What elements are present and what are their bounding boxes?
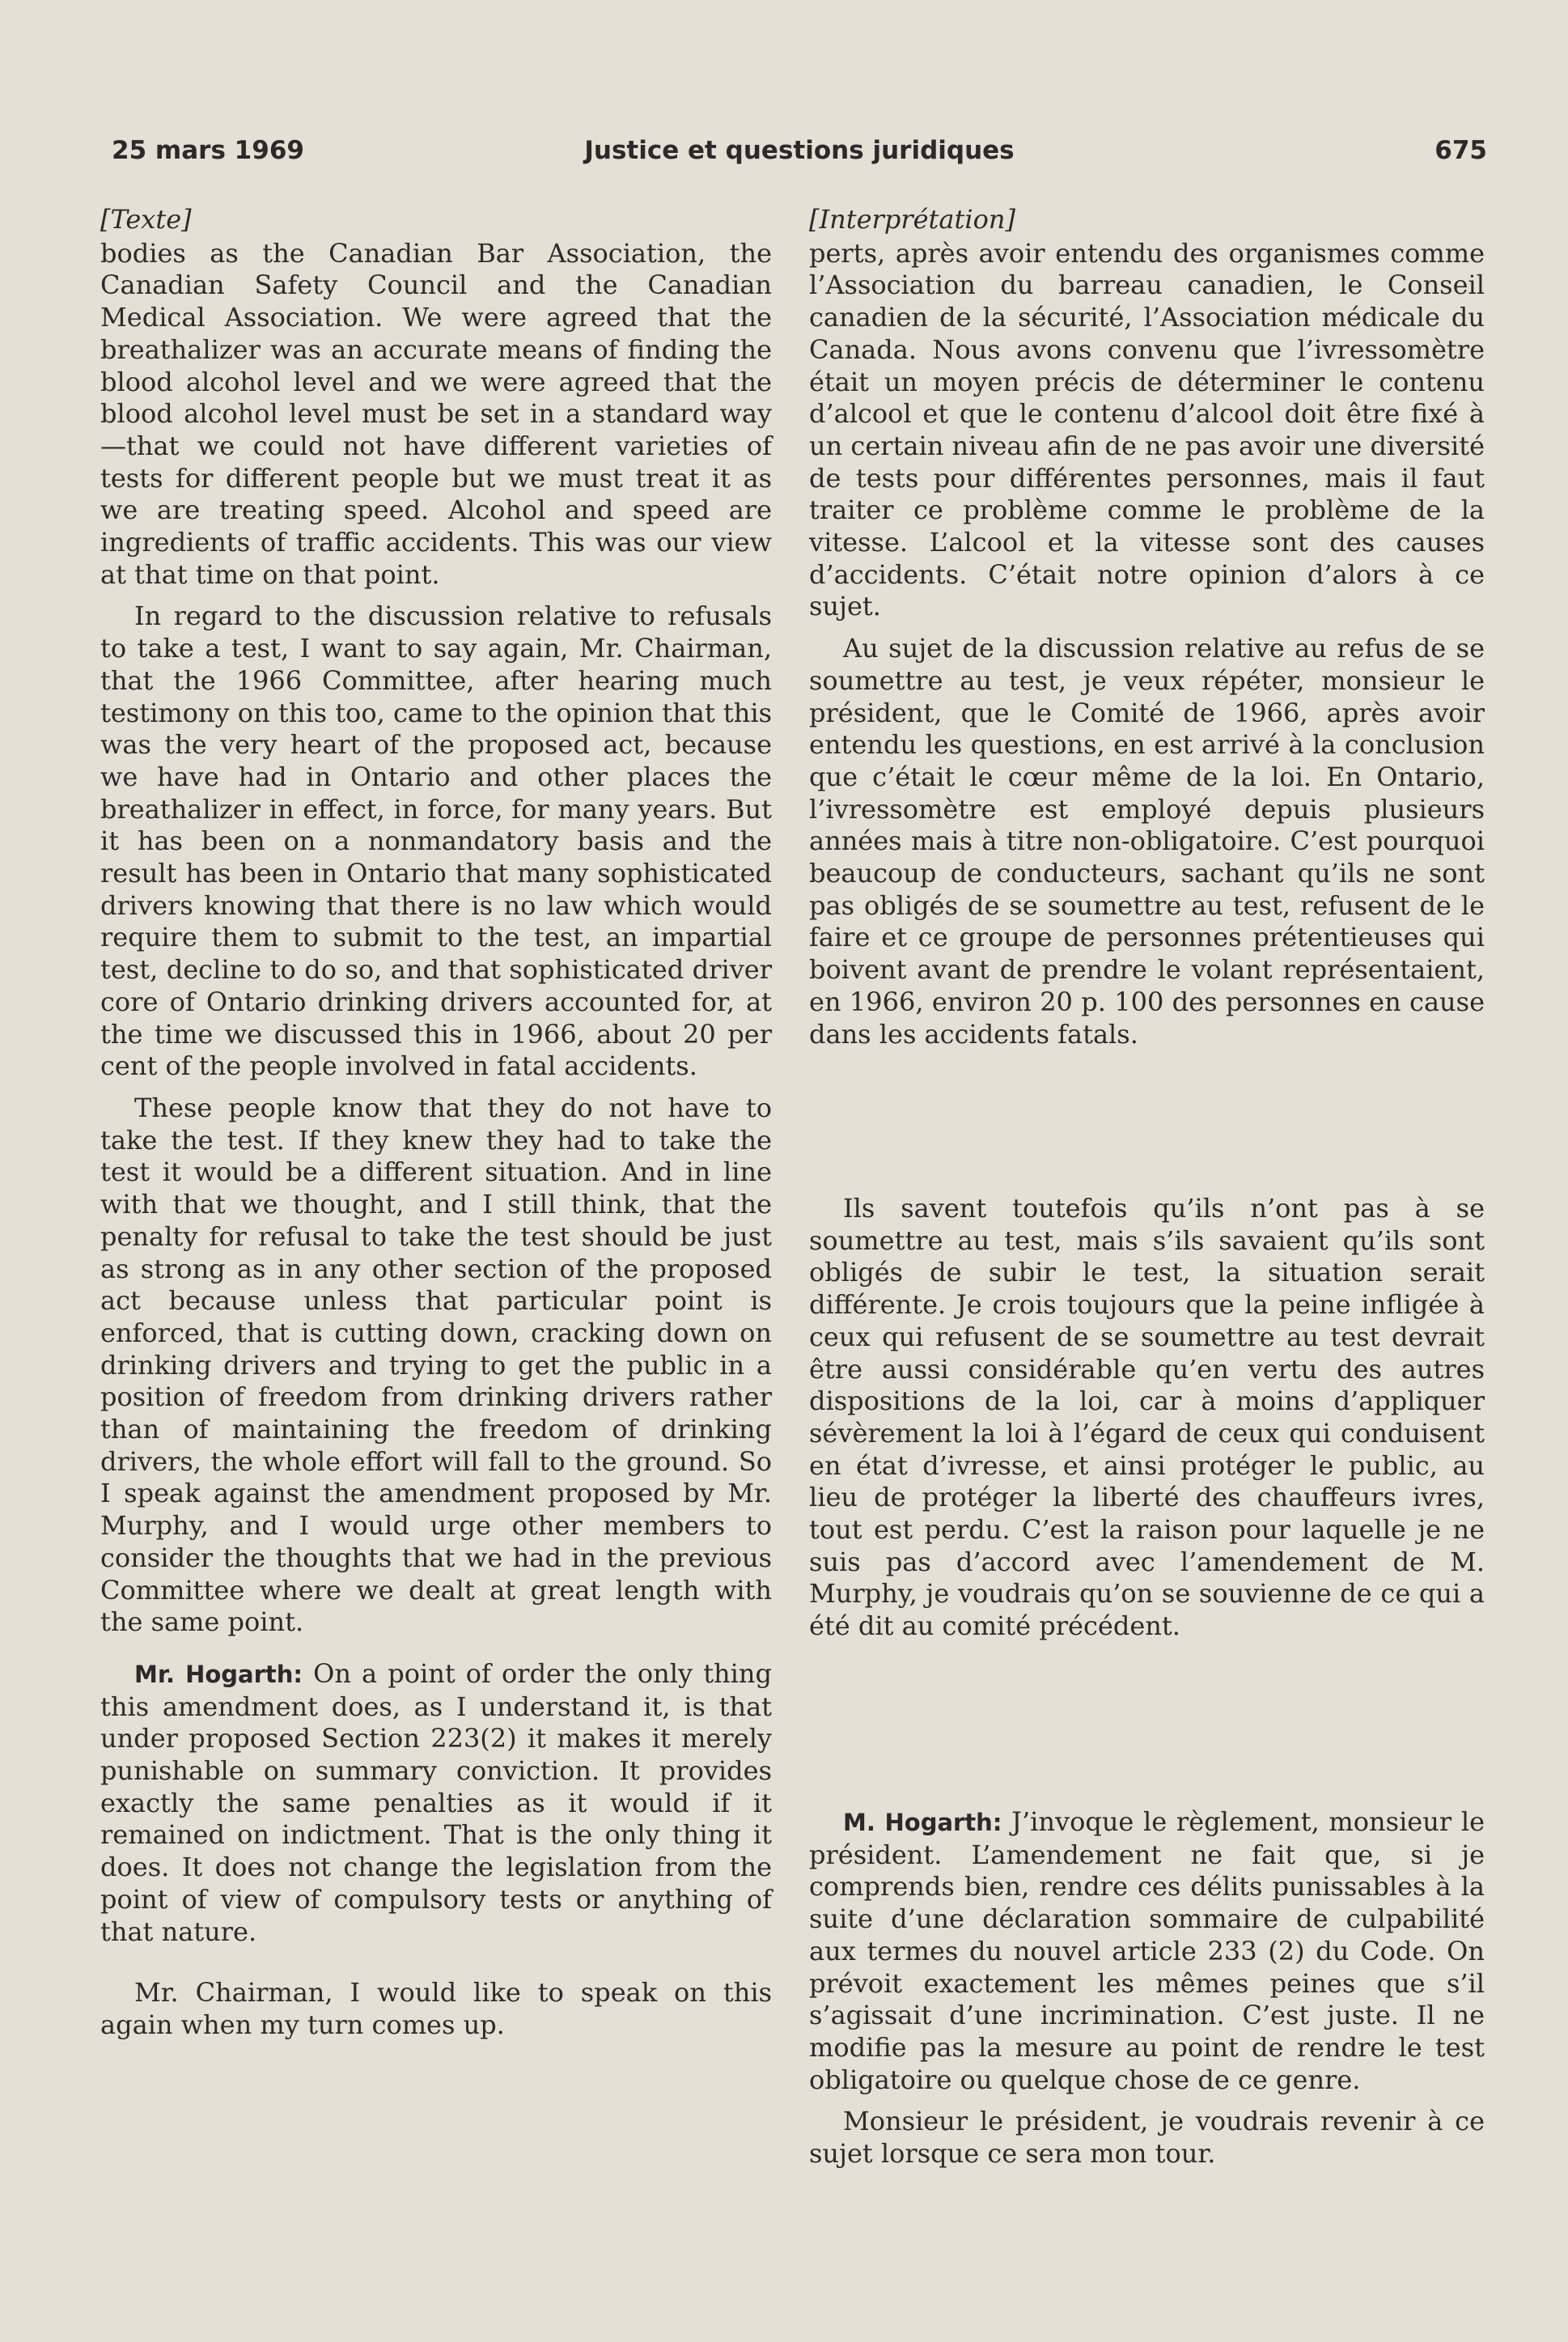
header-title: Justice et questions juridiques: [584, 136, 1015, 165]
french-column: [809, 204, 1485, 1050]
english-paragraph-5: Mr. Chairman, I would like to speak on this again when my turn comes up.: [100, 1977, 772, 2040]
french-label: [Interprétation]: [809, 204, 1015, 235]
page-header: [112, 136, 1487, 176]
english-column: [100, 204, 772, 2042]
french-column-3: [809, 1806, 1485, 2170]
french-paragraph-3: Ils savent toutefois qu’ils n’ont pas à se soumettre au test, mais s’ils savaient qu’ils sont obligés de subir le test, la situation serait différente. Je crois toujours que la peine infligée à ceux qui refusent de se soumettre au test devrait être aussi considérable qu’en vertu des autres dispositions de la loi, car à moins d’appliquer sévèrement la loi à l’égard de ceux qui conduisent en état d’ivresse, et ainsi protéger le public, au lieu de protéger la liberté des chauffeurs ivres, tout est perdu. C’est la raison pour laquelle je ne suis pas d’accord avec l’amendement de M. Murphy, je voudrais qu’on se souvienne de ce qui a été dit au comité précédent.: [809, 1193, 1485, 1642]
english-label: [Texte]: [100, 204, 192, 235]
english-paragraph-2: In regard to the discussion relative to refusals to take a test, I want to say again, Mr. Chairman, that the 1966 Committee, after hearing much testimony on this too, came to the opinion that this was the very heart of the proposed act, because we have had in Ontario and other places the breathalizer in effect, in force, for many years. But it has been on a nonmandatory basis and the result has been in Ontario that many sophisticated drivers knowing that there is no law which would require them to submit to the test, an impartial test, decline to do so, and that sophisticated driver core of Ontario drinking drivers accounted for, at the time we discussed this in 1966, about 20 per cent of the people involved in fatal accidents.: [100, 600, 772, 1082]
english-paragraph-1: bodies as the Canadian Bar Association, the Canadian Safety Council and the Canadian Medical Association. We were agreed that the breathalizer was an accurate means of finding the blood alcohol level and we were agreed that the blood alcohol level must be set in a standard way—that we could not have different varieties of tests for different people but we must treat it as we are treating speed. Alcohol and speed are ingredients of traffic accidents. This was our view at that time on that point.: [100, 237, 772, 590]
english-paragraph-4-text: On a point of order the only thing this amendment does, as I understand it, is that under proposed Section 223(2) it makes it merely punishable on summary conviction. It provides exactly the same penalties as it would if it remained on indictment. That is the only thing it does. It does not change the legislation from the point of view of compulsory tests or anything of that nature.: [100, 1657, 772, 1947]
english-paragraph-4: [100, 1658, 772, 1948]
english-speaker: Mr. Hogarth:: [134, 1660, 303, 1688]
french-paragraph-4: [809, 1806, 1485, 2096]
french-paragraph-4-text: J’invoque le règlement, monsieur le président. L’amendement ne fait que, si je comprends bien, rendre ces délits punissables à la suite d’une déclaration sommaire de culpabilité aux termes du nouvel article 233 (2) du Code. On prévoit exactement les mêmes peines que s’il s’agissait d’une incrimination. C’est juste. Il ne modifie pas la mesure au point de rendre le test obligatoire ou quelque chose de ce genre.: [809, 1806, 1485, 2095]
french-column-2: [809, 1193, 1485, 1643]
page-number: 675: [1435, 136, 1487, 165]
french-paragraph-5: Monsieur le président, je voudrais revenir à ce sujet lorsque ce sera mon tour.: [809, 2106, 1485, 2170]
header-date: 25 mars 1969: [112, 136, 304, 165]
french-paragraph-1: perts, après avoir entendu des organismes comme l’Association du barreau canadien, le Conseil canadien de la sécurité, l’Association médicale du Canada. Nous avons convenu que l’ivressomètre était un moyen précis de déterminer le contenu d’alcool et que le contenu d’alcool doit être fixé à un certain niveau afin de ne pas avoir une diversité de tests pour différentes personnes, mais il faut traiter ce problème comme le problème de la vitesse. L’alcool et la vitesse sont des causes d’accidents. C’était notre opinion d’alors à ce sujet.: [809, 237, 1485, 622]
french-speaker: M. Hogarth:: [843, 1809, 1002, 1836]
french-paragraph-2: Au sujet de la discussion relative au refus de se soumettre au test, je veux répéter, monsieur le président, que le Comité de 1966, après avoir entendu les questions, en est arrivé à la conclusion que c’était le cœur même de la loi. En Ontario, l’ivressomètre est employé depuis plusieurs années mais à titre non-obligatoire. C’est pourquoi beaucoup de conducteurs, sachant qu’ils ne sont pas obligés de se soumettre au test, refusent de le faire et ce groupe de personnes prétentieuses qui boivent avant de prendre le volant représentaient, en 1966, environ 20 p. 100 des personnes en cause dans les accidents fatals.: [809, 633, 1485, 1050]
english-paragraph-3: These people know that they do not have to take the test. If they knew they had to take the test it would be a different situation. And in line with that we thought, and I still think, that the penalty for refusal to take the test should be just as strong as in any other section of the proposed act because unless that particular point is enforced, that is cutting down, cracking down on drinking drivers and trying to get the public in a position of freedom from drinking drivers rather than of maintaining the freedom of drinking drivers, the whole effort will fall to the ground. So I speak against the amendment proposed by Mr. Murphy, and I would urge other members to consider the thoughts that we had in the previous Committee where we dealt at great length with the same point.: [100, 1092, 772, 1638]
